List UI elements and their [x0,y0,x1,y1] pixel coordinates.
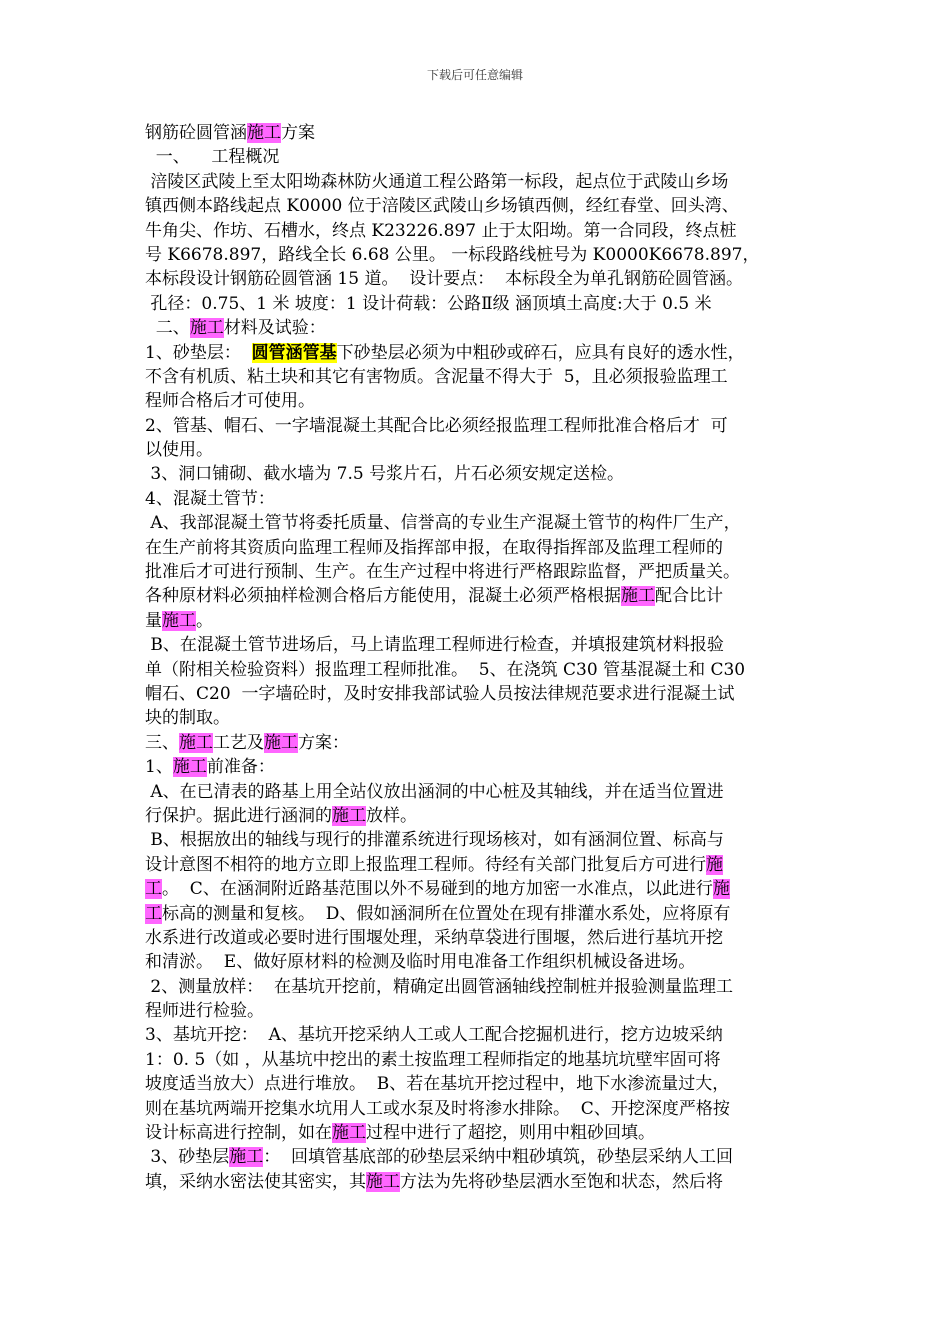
text-line [145,1170,817,1194]
text-line [145,194,817,218]
text-line [145,584,817,608]
highlighted-term: 施工 [332,1123,366,1144]
text-segment: 设计意图不相符的地方立即上报监理工程师。待经有关部门批复后方可进行 [145,854,706,875]
text-segment: 方案： [298,732,349,753]
text-segment: 在生产前将其资质向监理工程师及指挥部申报，在取得指挥部及监理工程师的 [145,537,723,558]
text-segment: 方法为先将砂垫层洒水至饱和状态，然后将 [400,1171,723,1192]
text-segment: 单（附相关检验资料）报监理工程师批准。 5、在浇筑 C30 管基混凝土和 C30 [145,659,746,680]
text-segment: 2、管基、帽石、一字墙混凝土其配合比必须经报监理工程师批准合格后才 可 [145,415,728,436]
text-line [145,609,817,633]
text-segment: 帽石、C20 一字墙砼时，及时安排我部试验人员按法律规范要求进行混凝土试 [145,683,735,704]
text-segment: 涪陵区武陵上至太阳坳森林防火通道工程公路第一标段，起点位于武陵山乡场 [145,171,729,192]
text-segment: 2、测量放样： 在基坑开挖前，精确定出圆管涵轴线控制桩并报验测量监理工 [145,976,734,997]
highlighted-term: 施工 [264,732,298,753]
text-segment: 号 K6678.897，路线全长 6.68 公里。 一标段路线桩号为 K0000K6678.897， [145,244,760,265]
highlighted-term: 施工 [366,1171,400,1192]
text-segment: 标高的测量和复核。 D、假如涵洞所在位置处在现有排灌水系处，应将原有 [162,903,731,924]
text-line [145,1023,817,1047]
text-segment: 放样。 [366,805,417,826]
text-line [145,536,817,560]
text-segment: 钢筋砼圆管涵 [145,123,247,143]
text-line [145,877,817,901]
text-segment: B、在混凝土管节进场后，马上请监理工程师进行检查，并填报建筑材料报验 [145,635,724,656]
highlighted-term: 施 [712,879,730,900]
text-line [145,414,817,438]
highlighted-term-yellow: 圆管涵管基 [251,342,337,363]
text-line [145,999,817,1023]
text-line [145,926,817,950]
text-segment: 1：0. 5（如 ，从基坑中挖出的素土按监理工程师指定的地基坑坑壁牢固可将 [145,1049,721,1070]
text-segment: 4、混凝土管节： [145,488,275,509]
text-line [145,804,817,828]
highlighted-term: 工 [145,879,162,900]
highlighted-term: 施工 [332,805,366,826]
text-line [145,1048,817,1072]
highlighted-term: 施工 [172,757,207,778]
highlighted-term: 施 [706,854,723,875]
text-line [145,170,817,194]
text-segment: B、根据放出的轴线与现行的排灌系统进行现场核对，如有涵洞位置、标高与 [145,830,724,851]
text-line [145,219,817,243]
text-segment: 镇西侧本路线起点 K0000 位于涪陵区武陵山乡场镇西侧，经红春堂、回头湾、 [145,196,739,217]
text-segment: 程师合格后才可使用。 [145,391,315,412]
text-segment: 本标段设计钢筋砼圆管涵 15 道。 设计要点： 本标段全为单孔钢筋砼圆管涵。 [145,269,744,290]
text-line [145,487,817,511]
text-line [145,316,817,340]
text-segment: 。 C、在涵洞附近路基范围以外不易碰到的地方加密一水准点，以此进行 [162,879,713,900]
text-line [145,292,817,316]
text-line [145,902,817,926]
text-segment: 和清淤。 E、做好原材料的检测及临时用电准备工作组织机械设备进场。 [145,952,696,973]
text-line [145,365,817,389]
text-segment: 填，采纳水密法使其密实，其 [145,1171,366,1192]
text-line [145,731,817,755]
text-segment: 设计标高进行控制，如在 [145,1123,332,1144]
text-line [145,243,817,267]
text-segment: 各种原材料必须抽样检测合格后方能使用，混凝土必须严格根据 [145,586,621,607]
highlighted-term: 施工 [162,610,196,631]
highlighted-term: 施工 [621,586,655,607]
text-line [145,633,817,657]
text-segment: 1、 [145,757,173,778]
text-segment: 批准后才可进行预制、生产。在生产过程中将进行严格跟踪监督，严把质量关。 [145,562,740,583]
text-segment: 水系进行改道或必要时进行围堰处理，采纳草袋进行围堰，然后进行基坑开挖 [145,927,723,948]
highlighted-term: 施工 [179,732,213,753]
text-line [145,706,817,730]
text-line [145,438,817,462]
text-segment: 则在基坑两端开挖集水坑用人工或水泵及时将渗水排除。 C、开挖深度严格按 [145,1098,730,1119]
text-segment: 不含有机质、粘土块和其它有害物质。含泥量不得大于 5，且必须报验监理工 [145,366,728,387]
text-segment: 工艺及 [213,732,264,753]
text-line [145,682,817,706]
text-line [145,121,817,145]
text-line [145,828,817,852]
text-segment: 3、洞口铺砌、截水墙为 7.5 号浆片石，片石必须安规定送检。 [145,464,625,485]
text-line [145,1072,817,1096]
text-segment: 以使用。 [145,440,213,461]
text-line [145,462,817,486]
text-segment: 行保护。据此进行涵洞的 [145,805,332,826]
page-header: 下载后可任意编辑 [426,68,523,82]
text-line [145,560,817,584]
text-line [145,950,817,974]
text-segment: 3、基坑开挖： A、基坑开挖采纳人工或人工配合挖掘机进行，挖方边坡采纳 [145,1025,723,1046]
text-segment: ： 回填管基底部的砂垫层采纳中粗砂填筑，砂垫层采纳人工回 [263,1147,734,1168]
text-segment: A、在已清表的路基上用全站仪放出涵洞的中心桩及其轴线，并在适当位置进 [145,781,724,802]
text-segment: 配合比计 [655,586,723,607]
text-line [145,755,817,779]
text-line [145,1121,817,1145]
text-line [145,1097,817,1121]
text-segment: 材料及试验： [223,318,326,339]
text-segment: A、我部混凝土管节将委托质量、信誉高的专业生产混凝土管节的构件厂生产， [145,513,741,534]
text-segment: 下砂垫层必须为中粗砂或碎石，应具有良好的透水性， [336,342,745,363]
text-line [145,658,817,682]
text-segment: 块的制取。 [145,708,230,729]
text-segment: 牛角尖、作坊、石槽水，终点 K23226.897 止于太阳坳。第一合同段，终点桩 [145,220,737,241]
text-line [145,975,817,999]
text-segment: 一、 工程概况 [145,147,280,168]
text-line [145,1145,817,1169]
highlighted-term: 施工 [247,123,281,143]
text-segment: 三、 [145,732,179,753]
highlighted-term: 施工 [229,1147,264,1168]
text-line [145,389,817,413]
highlighted-term: 施工 [189,318,224,339]
document-body [145,121,817,1194]
text-line [145,267,817,291]
highlighted-term: 工 [145,903,162,924]
text-segment: 1、砂垫层： [145,342,252,363]
text-segment: 二、 [145,318,190,339]
text-segment: 过程中进行了超挖，则用中粗砂回填。 [366,1123,655,1144]
text-line [145,145,817,169]
text-segment: 。 [196,610,213,631]
text-segment: 3、砂垫层 [145,1147,230,1168]
text-line [145,341,817,365]
text-segment: 量 [145,610,162,631]
text-segment: 孔径：0.75、1 米 坡度：1 设计荷载：公路Ⅱ级 涵顶填土高度:大于 0.5 米 [145,293,712,314]
text-segment: 前准备： [206,757,275,778]
text-segment: 方案 [281,123,315,143]
text-segment: 坡度适当放大）点进行堆放。 B、若在基坑开挖过程中，地下水渗流量过大， [145,1074,730,1095]
text-line [145,853,817,877]
text-line [145,780,817,804]
text-segment: 程师进行检验。 [145,1001,264,1022]
text-line [145,511,817,535]
